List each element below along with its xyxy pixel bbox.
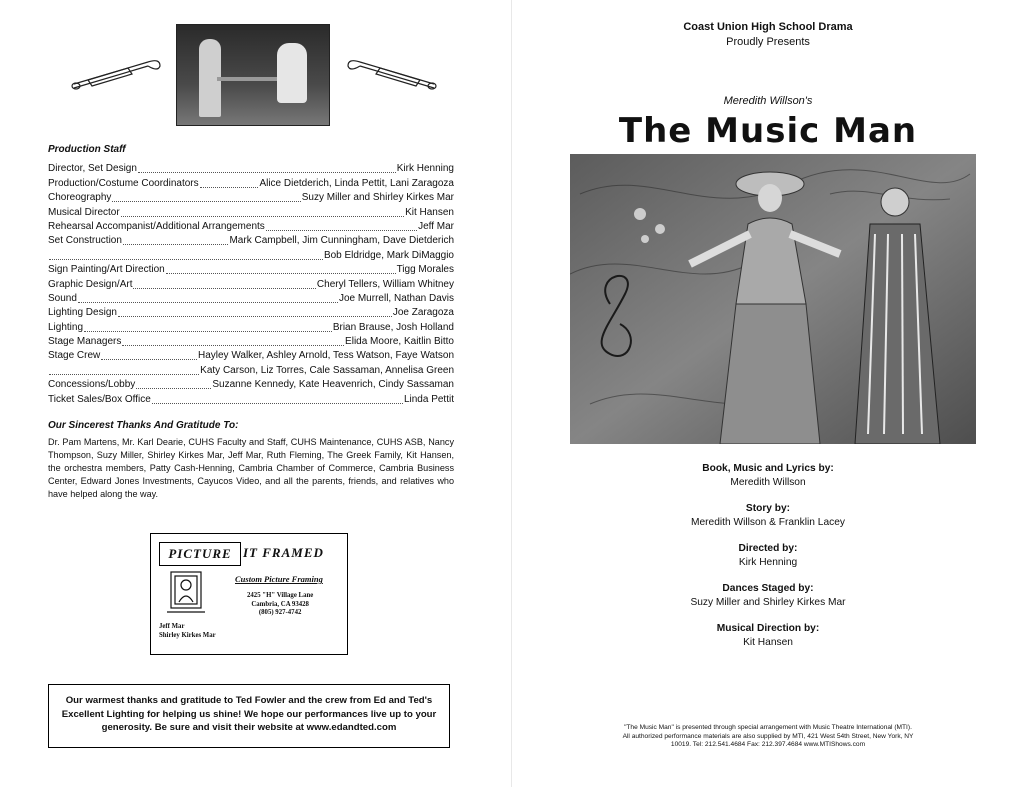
ad-owners <box>159 622 216 640</box>
thanks-heading: Our Sincerest Thanks And Gratitude To: <box>48 420 239 431</box>
staff-names: Joe Zaragoza <box>392 307 454 319</box>
trombone-left-icon <box>68 50 168 90</box>
staff-names: Bob Eldridge, Mark DiMaggio <box>323 249 454 261</box>
staff-role: Ticket Sales/Box Office <box>48 393 151 405</box>
staff-row <box>48 205 454 219</box>
staff-names: Joe Murrell, Nathan Davis <box>338 292 454 304</box>
staff-list <box>48 162 454 407</box>
staff-row <box>48 176 454 190</box>
credit-heading: Dances Staged by: <box>722 583 814 594</box>
leader-dots <box>118 308 392 317</box>
credit-value: Meredith Willson & Franklin Lacey <box>690 516 845 528</box>
staff-role: Lighting Design <box>48 307 117 319</box>
leader-dots <box>112 193 300 202</box>
mti-notice <box>512 724 1024 750</box>
leader-dots <box>266 222 417 231</box>
staff-names: Kit Hansen <box>405 206 454 218</box>
ad-phone: (805) 927-4742 <box>258 609 302 617</box>
leader-dots <box>166 265 396 274</box>
leader-dots <box>123 236 229 245</box>
ad-logo-right: IT FRAMED <box>243 545 324 560</box>
leader-dots <box>78 294 338 303</box>
mti-line-1: "The Music Man" is presented through special arrangement with Music Theatre International (MTI). <box>624 724 912 731</box>
staff-names: Tigg Morales <box>396 264 454 276</box>
staff-names: Mark Campbell, Jim Cunningham, Dave Dietderich <box>229 235 454 247</box>
credit-heading: Book, Music and Lyrics by: <box>702 463 834 474</box>
staff-role: Set Construction <box>48 235 122 247</box>
credit-heading: Directed by: <box>738 543 798 554</box>
picture-it-framed-ad <box>150 533 348 655</box>
credit-value: Kirk Henning <box>738 556 798 568</box>
staff-names: Suzy Miller and Shirley Kirkes Mar <box>301 192 454 204</box>
leader-dots <box>49 366 199 375</box>
trombone-right-icon <box>340 50 440 90</box>
staff-role: Sound <box>48 292 77 304</box>
staff-names: Kirk Henning <box>396 163 454 175</box>
staff-row <box>48 191 454 205</box>
ad-owner-2: Shirley Kirkes Mar <box>159 632 216 639</box>
staff-row <box>48 277 454 291</box>
staff-row <box>48 162 454 176</box>
lighting-thanks-box: Our warmest thanks and gratitude to Ted Fowler and the crew from Ed and Ted's Excellent Lighting for helping us shine! We hope our performances live up to your generosity. Be sure and visit their website at www.edandted.com <box>48 684 450 748</box>
staff-row <box>48 363 454 377</box>
right-page <box>512 0 1024 787</box>
leader-dots <box>138 164 396 173</box>
thanks-text: Dr. Pam Martens, Mr. Karl Dearie, CUHS Faculty and Staff, CUHS Maintenance, CUHS ASB, Nancy Thompson, Suzy Miller, Shirley Kirkes Mar, Jeff Mar, Ruth Fleming, The Greek Family, Kit Hansen, the orchestra members, Patty Cash-Henning, Cambria Chamber of Commerce, Cambria Business Center, Edward Jones Investments, Cayucos Video, and all the parents, friends, and relatives who have helped along the way. <box>48 437 454 500</box>
staff-row <box>48 335 454 349</box>
leader-dots <box>49 251 323 260</box>
staff-row <box>48 306 454 320</box>
staff-role: Musical Director <box>48 206 120 218</box>
staff-row <box>48 349 454 363</box>
credit-block <box>512 462 1024 489</box>
ad-address <box>247 592 313 618</box>
staff-role: Graphic Design/Art <box>48 278 133 290</box>
staff-row <box>48 320 454 334</box>
ad-logo-left: PICTURE <box>159 542 241 566</box>
leader-dots <box>122 337 344 346</box>
staff-names: Elida Moore, Kaitlin Bitto <box>345 336 454 348</box>
leader-dots <box>133 280 315 289</box>
ad-owner-1: Jeff Mar <box>159 623 185 630</box>
credit-block <box>512 622 1024 649</box>
staff-row <box>48 248 454 262</box>
staff-role: Sign Painting/Art Direction <box>48 264 165 276</box>
leader-dots <box>152 395 403 404</box>
staff-row <box>48 378 454 392</box>
staff-role: Director, Set Design <box>48 163 137 175</box>
staff-role: Stage Crew <box>48 350 101 362</box>
staff-role: Stage Managers <box>48 336 122 348</box>
staff-names: Cheryl Tellers, William Whitney <box>316 278 454 290</box>
staff-row <box>48 292 454 306</box>
credit-value: Suzy Miller and Shirley Kirkes Mar <box>690 596 846 608</box>
credit-value: Meredith Willson <box>730 476 806 488</box>
picture-frame-icon <box>165 568 213 616</box>
staff-names: Katy Carson, Liz Torres, Cale Sassaman, Annelisa Green <box>200 364 454 376</box>
presenter: Coast Union High School Drama <box>683 21 853 33</box>
staff-row <box>48 392 454 406</box>
staff-row <box>48 263 454 277</box>
staff-role: Concessions/Lobby <box>48 379 136 391</box>
leader-dots <box>101 351 197 360</box>
ad-address-line2: Cambria, CA 93428 <box>251 600 309 608</box>
staff-names: Hayley Walker, Ashley Arnold, Tess Watson, Faye Watson <box>197 350 454 362</box>
presents-line: Proudly Presents <box>726 36 810 48</box>
ad-address-line1: 2425 "H" Village Lane <box>247 592 314 599</box>
credit-heading: Musical Direction by: <box>716 623 820 634</box>
staff-role: Lighting <box>48 321 84 333</box>
staff-row <box>48 220 454 234</box>
mti-line-3: 10019. Tel: 212.541.4684 Fax: 212.397.4684 www.MTIShows.com <box>670 741 866 748</box>
credit-block <box>512 542 1024 569</box>
cover-artwork <box>570 154 976 444</box>
staff-role: Choreography <box>48 192 112 204</box>
staff-names: Suzanne Kennedy, Kate Heavenrich, Cindy Sassaman <box>212 379 454 391</box>
credit-value: Kit Hansen <box>743 636 793 648</box>
staff-names: Alice Dietderich, Linda Pettit, Lani Zaragoza <box>259 177 454 189</box>
credit-block <box>512 502 1024 529</box>
leader-dots <box>121 208 404 217</box>
leader-dots <box>84 323 332 332</box>
leader-dots <box>200 179 259 188</box>
show-title: The Music Man <box>618 111 918 151</box>
staff-names: Brian Brause, Josh Holland <box>332 321 454 333</box>
staff-names: Jeff Mar <box>418 220 454 232</box>
mti-line-2: All authorized performance materials are also supplied by MTI, 421 West 54th Street, New York, NY <box>622 732 914 740</box>
staff-heading: Production Staff <box>48 144 126 155</box>
author-credit: Meredith Willson's <box>723 95 813 107</box>
staff-row <box>48 234 454 248</box>
credits-list <box>512 462 1024 662</box>
production-photo <box>176 24 330 126</box>
leader-dots <box>136 380 211 389</box>
ad-tagline: Custom Picture Framing <box>235 574 323 584</box>
staff-role: Production/Costume Coordinators <box>48 177 199 189</box>
credit-block <box>512 582 1024 609</box>
staff-role: Rehearsal Accompanist/Additional Arrangements <box>48 220 265 232</box>
credit-heading: Story by: <box>745 503 791 514</box>
staff-names: Linda Pettit <box>403 393 454 405</box>
